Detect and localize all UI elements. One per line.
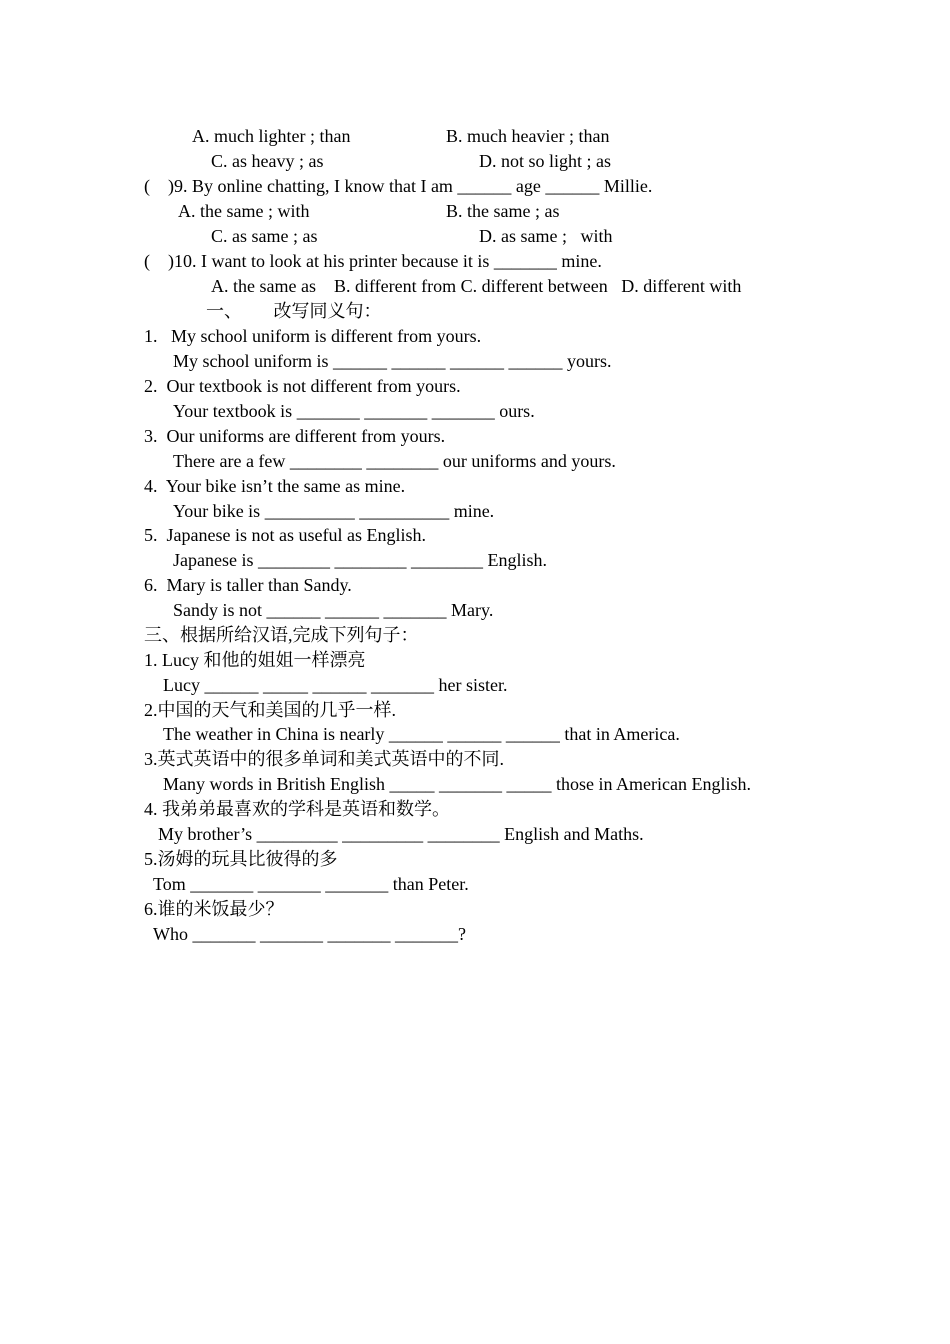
q9-option-b: B. the same ; as <box>446 201 560 221</box>
rewrite-answer-5: Japanese is ________ ________ ________ English. <box>173 550 547 570</box>
rewrite-answer-4: Your bike is __________ __________ mine. <box>173 501 495 521</box>
translate-answer-3: Many words in British English _____ _______ _____ those in American English. <box>163 774 751 794</box>
rewrite-answer-2: Your textbook is _______ _______ _______ ours. <box>173 401 535 421</box>
translate-prompt-2: 2.中国的天气和美国的几乎一样. <box>144 700 396 720</box>
translate-prompt-1: 1. Lucy 和他的姐姐一样漂亮 <box>144 650 366 670</box>
translate-prompt-3: 3.英式英语中的很多单词和美式英语中的不同. <box>144 749 504 769</box>
translate-answer-5: Tom _______ _______ _______ than Peter. <box>153 874 469 894</box>
translate-prompt-4: 4. 我弟弟最喜欢的学科是英语和数学。 <box>144 799 450 819</box>
q10-options: A. the same as B. different from C. different between D. different with <box>211 276 742 296</box>
q9-option-c: C. as same ; as <box>211 226 318 246</box>
translate-answer-1: Lucy ______ _____ ______ _______ her sister. <box>163 675 508 695</box>
rewrite-prompt-2: 2. Our textbook is not different from yours. <box>144 376 461 396</box>
rewrite-prompt-5: 5. Japanese is not as useful as English. <box>144 525 426 545</box>
rewrite-answer-6: Sandy is not ______ ______ _______ Mary. <box>173 600 494 620</box>
translate-answer-4: My brother’s _________ _________ ________ English and Maths. <box>158 824 644 844</box>
rewrite-answer-3: There are a few ________ ________ our uniforms and yours. <box>173 451 616 471</box>
q9-stem: ( )9. By online chatting, I know that I am ______ age ______ Millie. <box>144 176 653 196</box>
rewrite-prompt-1: 1. My school uniform is different from yours. <box>144 326 482 346</box>
q9-option-d: D. as same ; with <box>479 226 613 246</box>
rewrite-prompt-3: 3. Our uniforms are different from yours. <box>144 426 446 446</box>
translate-answer-2: The weather in China is nearly ______ ______ ______ that in America. <box>163 724 680 744</box>
q8-option-b: B. much heavier ; than <box>446 126 610 146</box>
rewrite-prompt-4: 4. Your bike isn’t the same as mine. <box>144 476 406 496</box>
q8-option-d: D. not so light ; as <box>479 151 612 171</box>
rewrite-section-heading: 一、 改写同义句： <box>206 301 382 321</box>
rewrite-prompt-6: 6. Mary is taller than Sandy. <box>144 575 352 595</box>
q9-option-a: A. the same ; with <box>178 201 310 221</box>
translate-answer-6: Who _______ _______ _______ _______? <box>153 924 466 944</box>
rewrite-answer-1: My school uniform is ______ ______ ______ ______ yours. <box>173 351 612 371</box>
q8-option-c: C. as heavy ; as <box>211 151 324 171</box>
q10-stem: ( )10. I want to look at his printer because it is _______ mine. <box>144 251 602 271</box>
translate-section-heading: 三、根据所给汉语,完成下列句子： <box>144 625 419 645</box>
q8-option-a: A. much lighter ; than <box>192 126 351 146</box>
translate-prompt-6: 6.谁的米饭最少？ <box>144 899 284 919</box>
translate-prompt-5: 5.汤姆的玩具比彼得的多 <box>144 849 338 869</box>
